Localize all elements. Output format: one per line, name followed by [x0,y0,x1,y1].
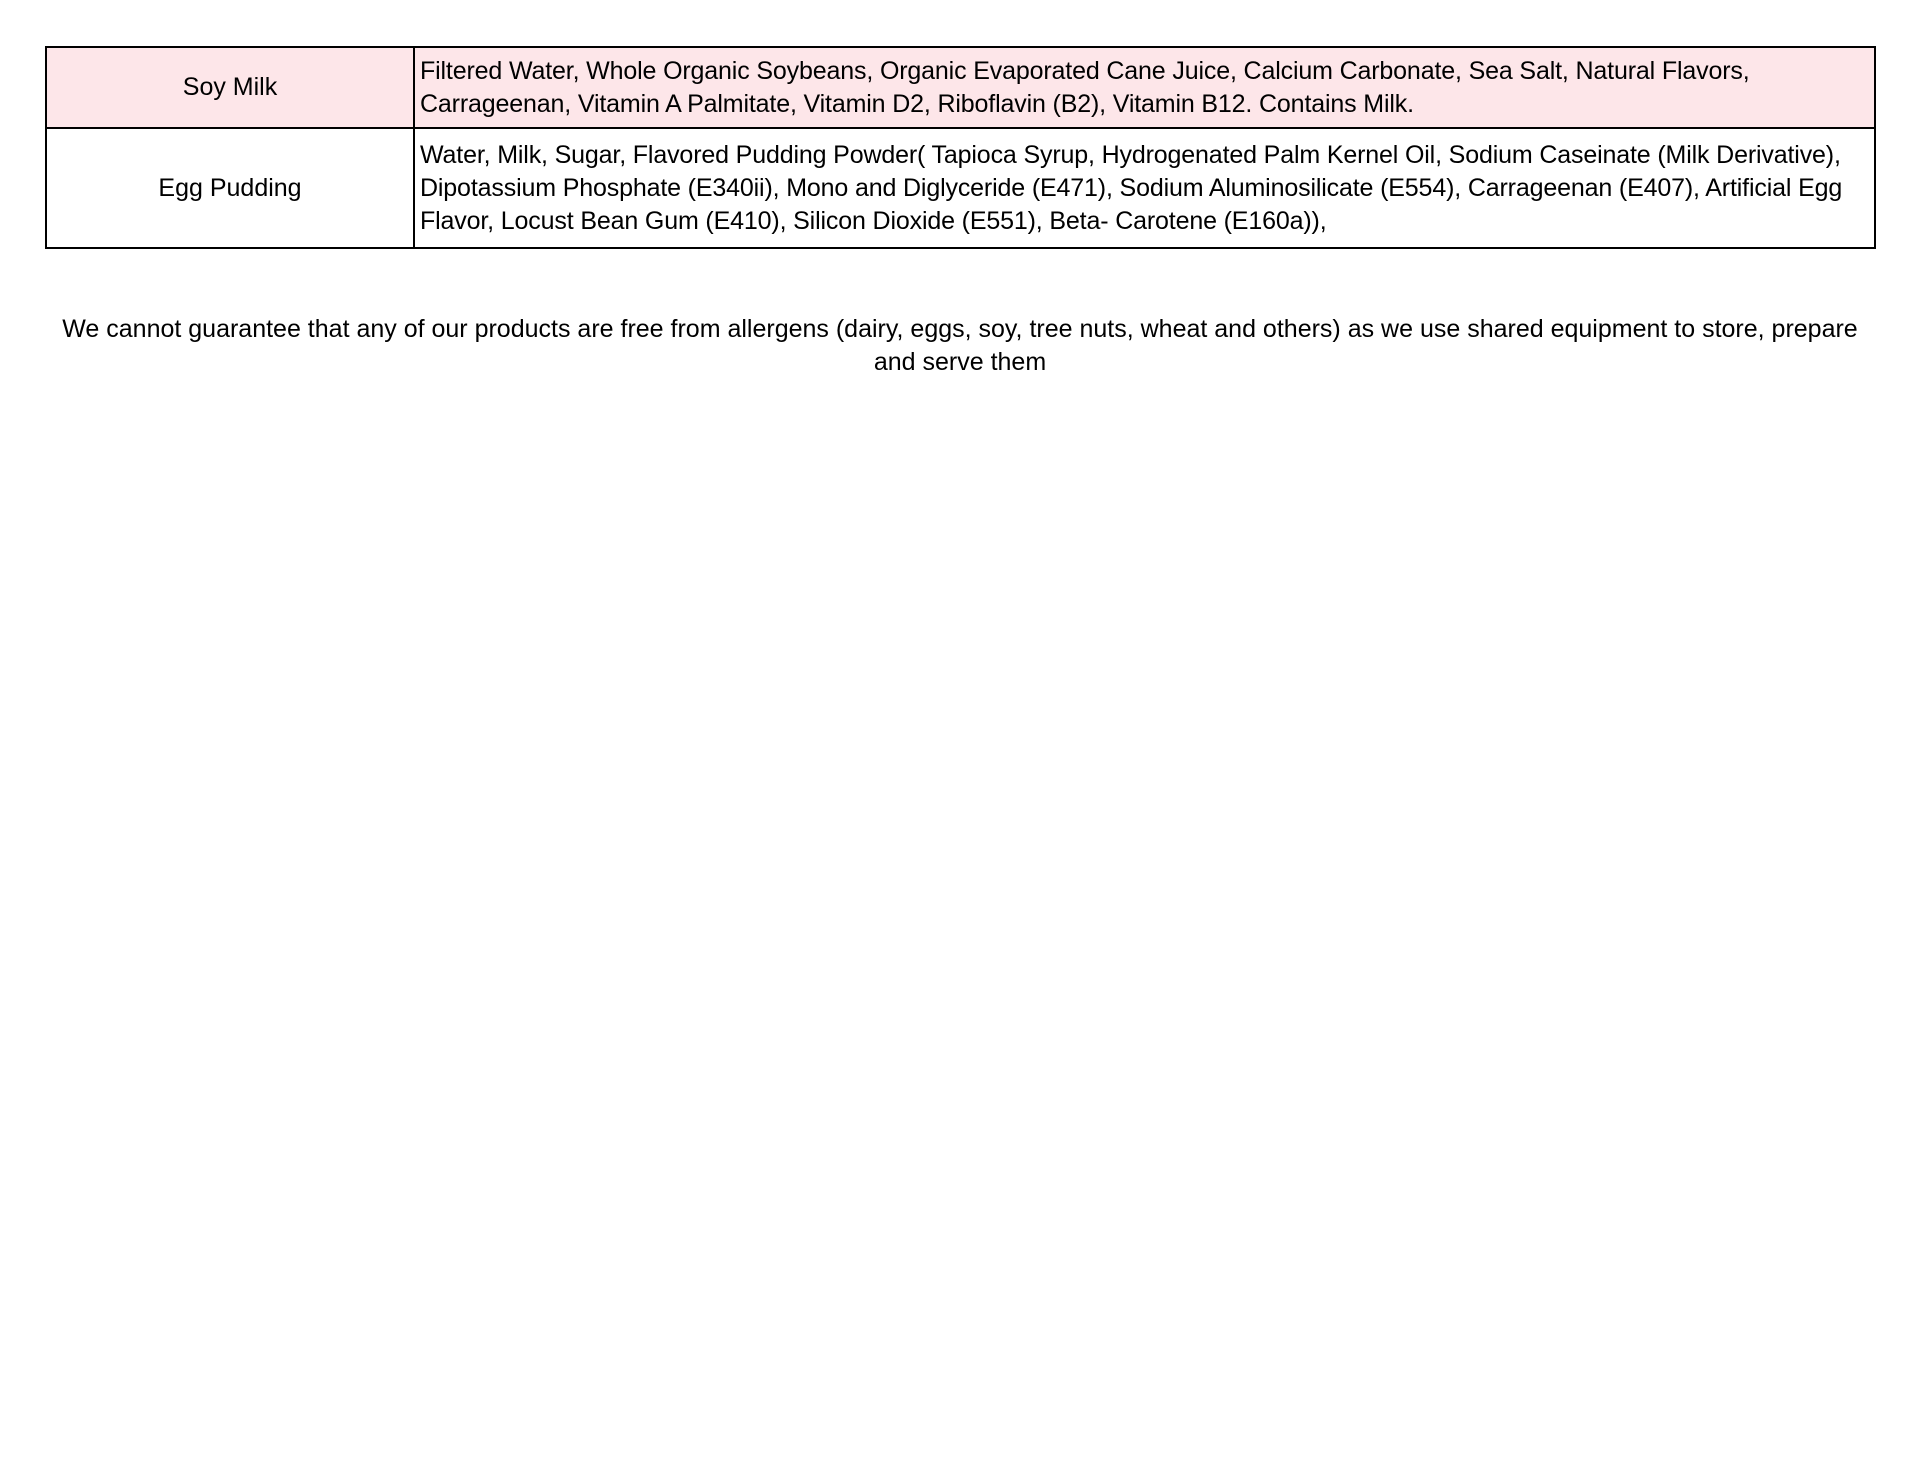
product-name-cell: Egg Pudding [46,128,414,248]
ingredients-cell: Filtered Water, Whole Organic Soybeans, Organic Evaporated Cane Juice, Calcium Carbonate, Sea Salt, Natural Flavors, Carrageenan, Vitamin A Palmitate, Vitamin D2, Riboflavin (B2), Vitamin B12. Contains Milk. [414,47,1875,128]
allergen-disclaimer: We cannot guarantee that any of our products are free from allergens (dairy, eggs, soy, tree nuts, wheat and others) as we use shared equipment to store, prepare and serve them [62,315,1858,376]
ingredients-table [45,46,1876,249]
ingredients-cell: Water, Milk, Sugar, Flavored Pudding Powder( Tapioca Syrup, Hydrogenated Palm Kernel Oil, Sodium Caseinate (Milk Derivative), Dipotassium Phosphate (E340ii), Mono and Diglyceride (E471), Sodium Aluminosilicate (E554), Carrageenan (E407), Artificial Egg Flavor, Locust Bean Gum (E410), Silicon Dioxide (E551), Beta- Carotene (E160a)), [414,128,1875,248]
table-row [46,47,1875,128]
product-name-cell: Soy Milk [46,47,414,128]
table-row [46,128,1875,248]
